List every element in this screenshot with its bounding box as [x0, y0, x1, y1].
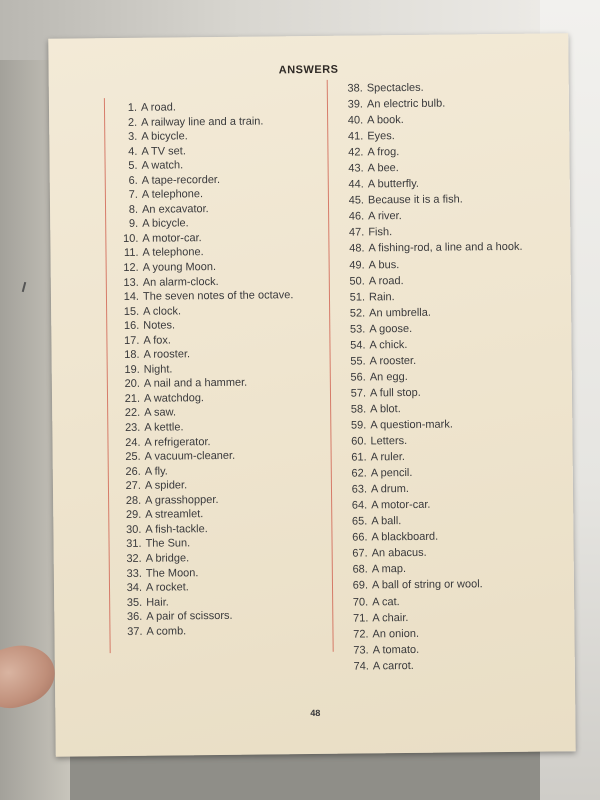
answer-text: A railway line and a train.: [141, 115, 264, 129]
answer-text: An excavator.: [141, 202, 209, 216]
answer-text: A cat.: [372, 595, 400, 608]
answer-number: 60.: [351, 435, 367, 448]
answer-item: [333, 111, 521, 129]
answer-number: 67.: [352, 547, 368, 560]
answer-text: Letters.: [370, 435, 408, 448]
answer-number: 52.: [349, 307, 366, 320]
answer-number: 53.: [349, 323, 366, 336]
answer-number: 13.: [123, 276, 139, 289]
answer-item: [337, 480, 525, 498]
answer-item: [338, 624, 526, 642]
answer-text: A clock.: [143, 305, 182, 318]
answer-text: A blot.: [370, 403, 401, 416]
answer-number: 5.: [128, 160, 138, 173]
answer-text: A bicycle.: [142, 217, 189, 231]
answer-item: [336, 432, 524, 450]
answer-number: 58.: [350, 403, 367, 416]
answer-number: 56.: [350, 371, 366, 384]
answer-number: 4.: [128, 145, 138, 158]
answer-text: An umbrella.: [369, 306, 431, 320]
answer-item: [337, 496, 525, 514]
answer-number: 47.: [348, 226, 365, 240]
answer-number: 30.: [126, 523, 142, 536]
answer-number: 49.: [349, 258, 365, 272]
answer-text: Night.: [143, 363, 173, 376]
answer-number: 16.: [123, 320, 140, 333]
answer-text: A spider.: [144, 479, 188, 492]
answer-text: A bus.: [368, 258, 400, 271]
answer-number: 3.: [128, 130, 138, 144]
answer-item: [336, 368, 524, 386]
answer-text: Rain.: [368, 290, 395, 304]
answer-number: 50.: [349, 275, 365, 288]
answer-number: 54.: [350, 339, 366, 352]
answer-text: A ball.: [371, 515, 402, 528]
answer-item: [111, 288, 294, 304]
answer-number: 51.: [349, 291, 366, 304]
answer-item: [335, 303, 523, 321]
answer-text: A fox.: [143, 334, 172, 347]
answer-item: [338, 608, 526, 626]
answer-text: An egg.: [369, 370, 408, 384]
answer-text: A bicycle.: [141, 130, 188, 143]
answer-text: Notes.: [143, 319, 176, 332]
answer-text: A pencil.: [370, 467, 413, 480]
answer-text: A grasshopper.: [145, 493, 219, 507]
answer-text: A watchdog.: [143, 392, 205, 405]
answer-number: 9.: [128, 218, 139, 231]
answer-item: [334, 239, 522, 257]
book-page: [48, 33, 575, 756]
answer-number: 40.: [347, 114, 364, 127]
answer-number: 32.: [126, 552, 142, 565]
answer-number: 29.: [125, 509, 142, 522]
answer-number: 61.: [351, 451, 367, 464]
page-number: 48: [310, 707, 321, 719]
answer-number: 44.: [348, 178, 364, 191]
answer-number: 18.: [124, 349, 140, 362]
answer-text: A rooster.: [143, 348, 191, 362]
answer-text: A fish-tackle.: [145, 522, 208, 536]
answer-text: The seven notes of the octave.: [142, 289, 294, 303]
answer-item: [338, 576, 526, 594]
answer-number: 27.: [125, 480, 142, 493]
answer-item: [335, 271, 523, 289]
answer-number: 19.: [124, 363, 140, 376]
answer-text: An alarm-clock.: [142, 275, 219, 289]
answer-text: A motor-car.: [142, 232, 202, 245]
answer-text: Eyes.: [367, 130, 395, 143]
answer-item: [335, 287, 523, 305]
answer-number: 62.: [351, 467, 367, 480]
answer-text: A rocket.: [145, 581, 189, 594]
answer-number: 25.: [125, 450, 141, 464]
answer-number: 74.: [353, 660, 369, 673]
answer-number: 2.: [127, 116, 138, 129]
answer-number: 12.: [123, 261, 139, 274]
answer-number: 59.: [350, 419, 367, 432]
answer-item: [339, 656, 527, 674]
answer-number: 33.: [126, 567, 142, 580]
answer-item: [334, 223, 522, 241]
answer-text: A bee.: [367, 162, 399, 175]
answer-number: 65.: [351, 515, 368, 528]
answer-number: 34.: [126, 581, 143, 594]
answer-item: [334, 159, 522, 177]
answer-text: A refrigerator.: [144, 435, 211, 449]
answer-text: A ruler.: [370, 451, 405, 464]
answer-text: An electric bulb.: [366, 97, 446, 111]
answer-number: 55.: [350, 355, 366, 368]
answer-item: [334, 191, 522, 209]
answer-number: 36.: [126, 610, 143, 624]
answer-text: A comb.: [146, 625, 187, 638]
answer-number: 57.: [350, 387, 367, 400]
answer-number: 46.: [348, 210, 365, 223]
answer-number: 15.: [123, 305, 140, 318]
answer-text: Spectacles.: [366, 81, 424, 95]
answer-text: The Sun.: [145, 537, 191, 551]
answer-item: [338, 592, 526, 610]
answer-text: Fish.: [368, 226, 393, 239]
answer-item: [336, 352, 524, 370]
answer-number: 69.: [352, 579, 369, 593]
answer-number: 70.: [352, 595, 369, 609]
answer-item: [336, 416, 524, 434]
answer-text: A tomato.: [372, 643, 420, 657]
answer-text: A goose.: [369, 322, 413, 336]
answer-number: 68.: [352, 563, 368, 576]
answer-item: [334, 175, 522, 193]
answer-number: 1.: [127, 101, 138, 114]
answer-item: [334, 207, 522, 225]
answer-number: 20.: [124, 378, 140, 391]
answer-number: 26.: [125, 465, 141, 478]
answer-text: A map.: [371, 563, 407, 576]
answer-number: 28.: [125, 494, 142, 507]
answer-text: An onion.: [372, 627, 420, 640]
answer-number: 35.: [126, 596, 143, 609]
answer-item: [333, 95, 521, 113]
answer-text: A vacuum-cleaner.: [144, 449, 236, 463]
answer-number: 10.: [122, 232, 139, 245]
answer-number: 24.: [125, 436, 141, 449]
answer-item: [338, 544, 526, 562]
answer-text: A question-mark.: [370, 418, 453, 432]
answer-text: A rooster.: [369, 354, 417, 368]
answer-text: A TV set.: [141, 144, 186, 158]
answer-number: 37.: [127, 625, 143, 638]
answer-text: A chick.: [369, 338, 408, 352]
answer-text: A telephone.: [142, 246, 204, 260]
answer-text: A full stop.: [369, 386, 421, 400]
answer-text: Hair.: [146, 596, 169, 609]
answer-number: 31.: [126, 538, 142, 551]
answer-item: [337, 448, 525, 466]
answer-number: 38.: [347, 82, 363, 95]
answer-number: 11.: [123, 247, 139, 260]
answer-text: A streamlet.: [145, 508, 204, 522]
answer-item: [114, 623, 297, 639]
answer-text: A chair.: [372, 611, 409, 624]
answer-number: 43.: [348, 162, 364, 175]
answer-item: [335, 319, 523, 337]
answer-text: A book.: [367, 114, 404, 127]
answer-item: [337, 528, 525, 546]
answer-text: A pair of scissors.: [146, 609, 233, 623]
answer-text: A carrot.: [372, 659, 414, 673]
answer-number: 48.: [349, 242, 365, 256]
answer-text: Because it is a fish.: [367, 193, 463, 207]
answer-text: A kettle.: [144, 421, 184, 434]
answer-text: A drum.: [370, 483, 409, 496]
answer-item: [336, 384, 524, 402]
answer-text: A fly.: [144, 465, 168, 478]
answer-text: A blackboard.: [371, 530, 439, 544]
answer-text: An abacus.: [371, 547, 427, 560]
answer-text: A frog.: [367, 146, 400, 159]
answer-text: A butterfly.: [367, 178, 420, 191]
answer-item: [337, 464, 525, 482]
answers-right-column: [333, 79, 527, 675]
answer-text: A fishing-rod, a line and a hook.: [368, 241, 523, 255]
answers-left-column: [109, 99, 297, 639]
answer-number: 64.: [351, 499, 368, 512]
answer-text: A saw.: [144, 406, 177, 420]
answer-text: A motor-car.: [371, 498, 431, 512]
answer-item: [336, 400, 524, 418]
answer-number: 42.: [348, 146, 364, 159]
answer-text: A bridge.: [145, 552, 190, 565]
answer-number: 71.: [352, 611, 369, 625]
answer-text: A nail and a hammer.: [143, 377, 248, 391]
answer-number: 22.: [124, 407, 141, 420]
answer-number: 45.: [348, 194, 365, 207]
answer-text: A ball of string or wool.: [371, 578, 483, 592]
answer-item: [333, 143, 521, 161]
answer-text: The Moon.: [145, 566, 199, 580]
answer-item: [335, 336, 523, 354]
answer-item: [339, 640, 527, 658]
answer-text: A tape-recorder.: [141, 173, 221, 187]
answer-text: A road.: [140, 101, 176, 114]
answer-text: A river.: [368, 210, 402, 223]
answer-text: A young Moon.: [142, 261, 217, 274]
answer-number: 7.: [128, 189, 138, 202]
answer-text: A road.: [368, 274, 404, 287]
answer-item: [333, 79, 521, 97]
answer-item: [333, 127, 521, 145]
answer-item: [335, 255, 523, 273]
answer-text: A telephone.: [141, 188, 204, 202]
answer-number: 23.: [124, 421, 141, 434]
answer-number: 6.: [128, 174, 138, 187]
page-title: ANSWERS: [278, 63, 339, 77]
answer-item: [338, 560, 526, 578]
answer-item: [337, 512, 525, 530]
answer-number: 14.: [123, 290, 140, 304]
answer-number: 8.: [128, 203, 139, 216]
answer-number: 72.: [353, 628, 369, 641]
answer-number: 63.: [351, 483, 368, 496]
answer-number: 66.: [352, 531, 368, 544]
answer-number: 41.: [347, 130, 364, 143]
answer-number: 73.: [353, 644, 369, 657]
answer-number: 17.: [124, 334, 140, 347]
answer-text: A watch.: [141, 159, 184, 172]
answer-number: 21.: [124, 392, 141, 405]
answer-number: 39.: [347, 98, 364, 111]
